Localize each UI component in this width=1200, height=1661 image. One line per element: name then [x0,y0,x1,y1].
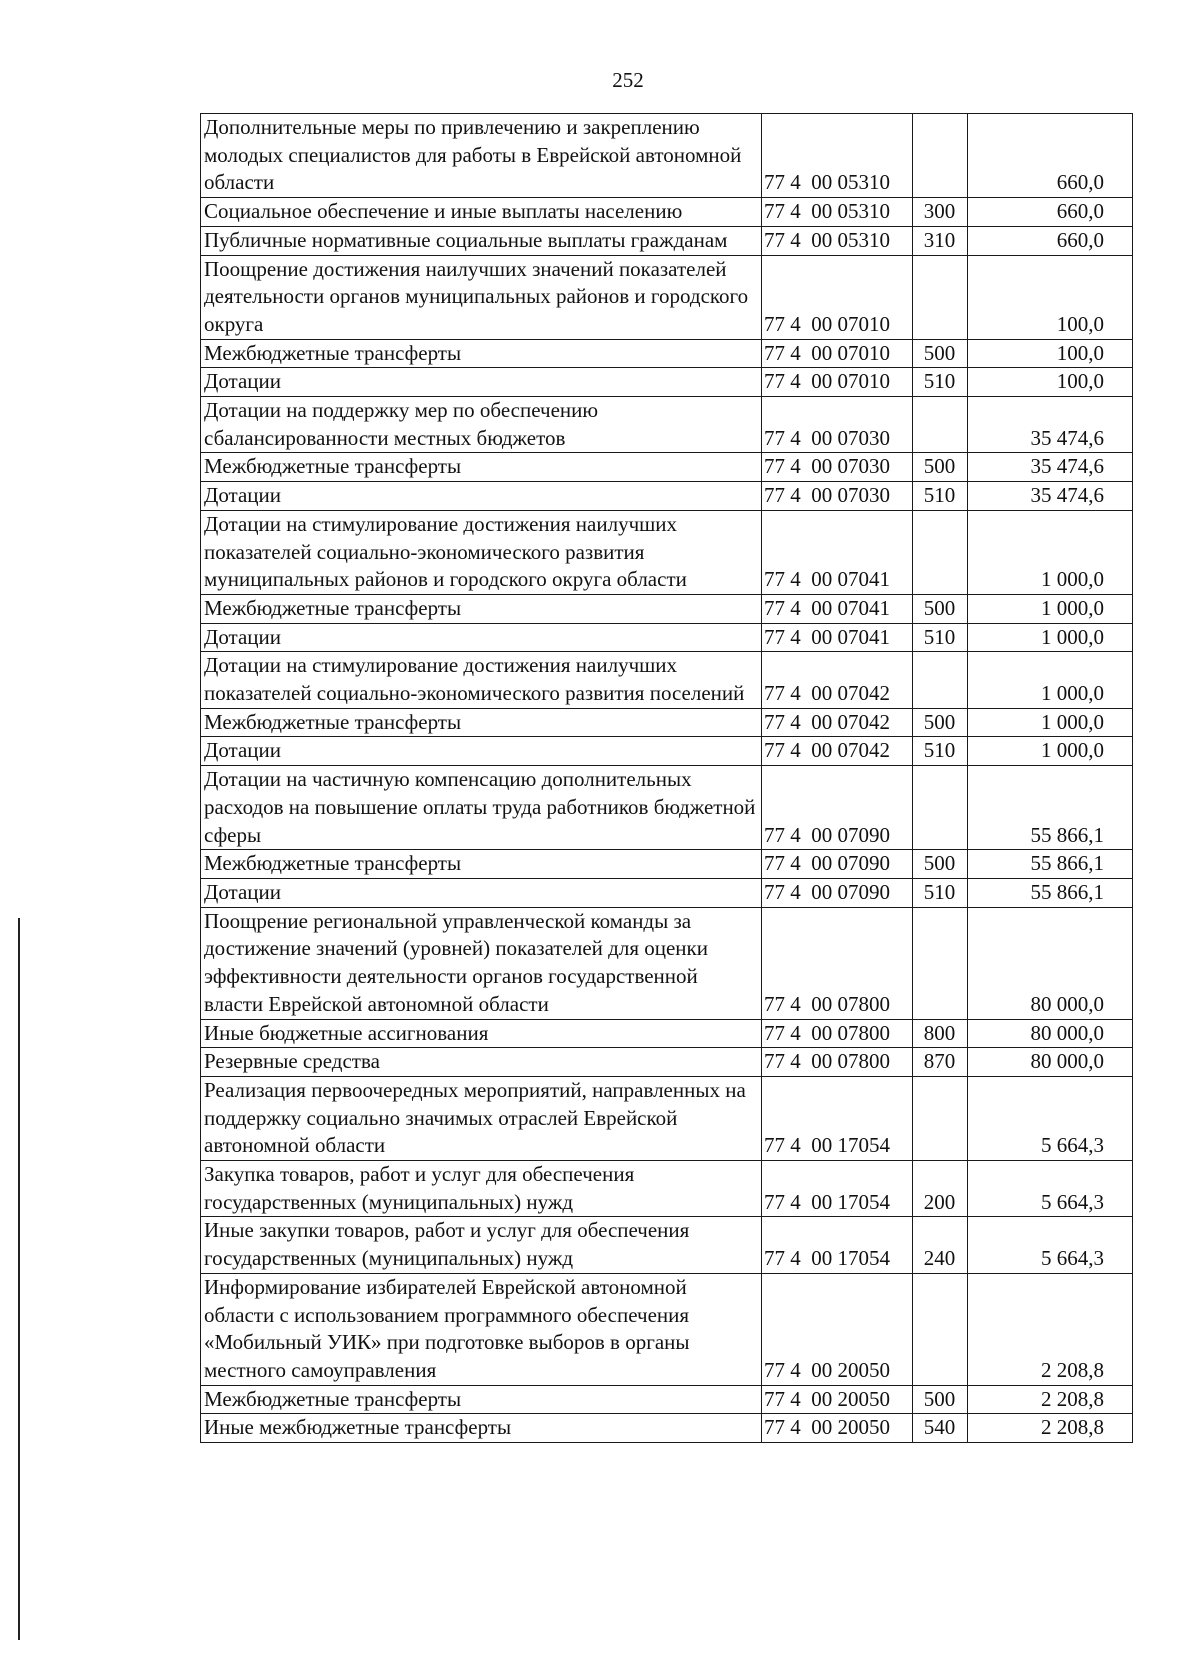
amount-cell: 660,0 [968,198,1133,227]
amount-cell: 55 866,1 [968,850,1133,879]
target-code-cell: 77 4 00 07042 [762,737,913,766]
margin-line [18,918,20,1640]
table-row [201,1385,1133,1414]
amount-cell: 2 208,8 [968,1385,1133,1414]
expense-name-cell: Дотации [201,623,762,652]
expense-type-cell [913,1273,968,1385]
table-row [201,766,1133,850]
expense-type-cell: 510 [913,737,968,766]
expense-type-cell: 310 [913,226,968,255]
target-code-cell: 77 4 00 20050 [762,1385,913,1414]
expense-name-cell: Дотации [201,737,762,766]
expense-name-cell: Резервные средства [201,1048,762,1077]
expense-name-cell: Публичные нормативные социальные выплаты гражданам [201,226,762,255]
amount-cell: 100,0 [968,368,1133,397]
expense-name-cell: Межбюджетные трансферты [201,1385,762,1414]
expense-name-cell: Межбюджетные трансферты [201,453,762,482]
expense-type-cell: 870 [913,1048,968,1077]
expense-type-cell: 800 [913,1019,968,1048]
amount-cell: 5 664,3 [968,1076,1133,1160]
amount-cell: 55 866,1 [968,878,1133,907]
expense-name-cell: Дотации на частичную компенсацию дополнительных расходов на повышение оплаты труда работников бюджетной сферы [201,766,762,850]
table-row [201,1048,1133,1077]
table-row [201,594,1133,623]
expense-type-cell [913,907,968,1019]
expense-type-cell: 510 [913,368,968,397]
expense-name-cell: Дотации на стимулирование достижения наилучших показателей социально-экономического развития поселений [201,652,762,708]
expense-type-cell: 200 [913,1161,968,1217]
table-row [201,1019,1133,1048]
expense-name-cell: Информирование избирателей Еврейской автономной области с использованием программного обеспечения «Мобильный УИК» при подготовке выборов в органы местного самоуправления [201,1273,762,1385]
expense-name-cell: Иные бюджетные ассигнования [201,1019,762,1048]
table-row [201,1414,1133,1443]
amount-cell: 660,0 [968,114,1133,198]
target-code-cell: 77 4 00 07030 [762,453,913,482]
amount-cell: 35 474,6 [968,482,1133,511]
expense-name-cell: Поощрение региональной управленческой команды за достижение значений (уровней) показателей для оценки эффективности деятельности органов государственной власти Еврейской автономной области [201,907,762,1019]
page-number: 252 [612,68,644,92]
budget-table [200,113,1133,1443]
expense-name-cell: Межбюджетные трансферты [201,339,762,368]
expense-type-cell: 500 [913,339,968,368]
expense-name-cell: Закупка товаров, работ и услуг для обеспечения государственных (муниципальных) нужд [201,1161,762,1217]
amount-cell: 35 474,6 [968,453,1133,482]
table-body [201,114,1133,1443]
expense-name-cell: Реализация первоочередных мероприятий, направленных на поддержку социально значимых отраслей Еврейской автономной области [201,1076,762,1160]
target-code-cell: 77 4 00 07042 [762,708,913,737]
expense-name-cell: Иные закупки товаров, работ и услуг для обеспечения государственных (муниципальных) нужд [201,1217,762,1273]
expense-name-cell: Социальное обеспечение и иные выплаты населению [201,198,762,227]
expense-type-cell [913,510,968,594]
expense-type-cell: 500 [913,850,968,879]
target-code-cell: 77 4 00 07800 [762,1019,913,1048]
target-code-cell: 77 4 00 07090 [762,878,913,907]
amount-cell: 1 000,0 [968,737,1133,766]
expense-type-cell [913,1076,968,1160]
table-row [201,878,1133,907]
target-code-cell: 77 4 00 05310 [762,198,913,227]
target-code-cell: 77 4 00 07090 [762,850,913,879]
amount-cell: 80 000,0 [968,907,1133,1019]
expense-name-cell: Межбюджетные трансферты [201,850,762,879]
expense-type-cell [913,766,968,850]
expense-name-cell: Дотации [201,482,762,511]
target-code-cell: 77 4 00 17054 [762,1217,913,1273]
target-code-cell: 77 4 00 07090 [762,766,913,850]
amount-cell: 100,0 [968,255,1133,339]
expense-type-cell: 500 [913,594,968,623]
amount-cell: 35 474,6 [968,397,1133,453]
table-row [201,397,1133,453]
expense-name-cell: Межбюджетные трансферты [201,708,762,737]
target-code-cell: 77 4 00 07010 [762,368,913,397]
target-code-cell: 77 4 00 07042 [762,652,913,708]
expense-type-cell: 510 [913,482,968,511]
expense-name-cell: Поощрение достижения наилучших значений показателей деятельности органов муниципальных районов и городского округа [201,255,762,339]
table-row [201,850,1133,879]
amount-cell: 80 000,0 [968,1019,1133,1048]
expense-name-cell: Дополнительные меры по привлечению и закреплению молодых специалистов для работы в Еврейской автономной области [201,114,762,198]
expense-type-cell [913,397,968,453]
target-code-cell: 77 4 00 07800 [762,1048,913,1077]
amount-cell: 5 664,3 [968,1217,1133,1273]
target-code-cell: 77 4 00 05310 [762,226,913,255]
expense-type-cell [913,114,968,198]
table-row [201,652,1133,708]
amount-cell: 1 000,0 [968,510,1133,594]
expense-type-cell: 500 [913,453,968,482]
amount-cell: 1 000,0 [968,708,1133,737]
table-row [201,510,1133,594]
table-row [201,1076,1133,1160]
expense-type-cell: 240 [913,1217,968,1273]
table-row [201,226,1133,255]
table-row [201,708,1133,737]
target-code-cell: 77 4 00 17054 [762,1161,913,1217]
expense-name-cell: Дотации [201,368,762,397]
amount-cell: 5 664,3 [968,1161,1133,1217]
expense-name-cell: Межбюджетные трансферты [201,594,762,623]
amount-cell: 2 208,8 [968,1414,1133,1443]
target-code-cell: 77 4 00 20050 [762,1273,913,1385]
target-code-cell: 77 4 00 07010 [762,339,913,368]
table-row [201,339,1133,368]
table-row [201,198,1133,227]
amount-cell: 2 208,8 [968,1273,1133,1385]
expense-name-cell: Дотации на поддержку мер по обеспечению сбалансированности местных бюджетов [201,397,762,453]
amount-cell: 1 000,0 [968,652,1133,708]
target-code-cell: 77 4 00 07030 [762,482,913,511]
table-row [201,453,1133,482]
expense-type-cell: 500 [913,708,968,737]
target-code-cell: 77 4 00 07041 [762,594,913,623]
expense-type-cell: 540 [913,1414,968,1443]
table-row [201,1217,1133,1273]
amount-cell: 1 000,0 [968,594,1133,623]
target-code-cell: 77 4 00 05310 [762,114,913,198]
expense-name-cell: Иные межбюджетные трансферты [201,1414,762,1443]
target-code-cell: 77 4 00 07041 [762,623,913,652]
expense-name-cell: Дотации [201,878,762,907]
target-code-cell: 77 4 00 07800 [762,907,913,1019]
table-row [201,368,1133,397]
amount-cell: 660,0 [968,226,1133,255]
expense-name-cell: Дотации на стимулирование достижения наилучших показателей социально-экономического развития муниципальных районов и городского округа области [201,510,762,594]
target-code-cell: 77 4 00 07030 [762,397,913,453]
target-code-cell: 77 4 00 07041 [762,510,913,594]
table-row [201,482,1133,511]
target-code-cell: 77 4 00 20050 [762,1414,913,1443]
table-row [201,907,1133,1019]
table-row [201,255,1133,339]
expense-type-cell: 510 [913,623,968,652]
table-row [201,1273,1133,1385]
expense-type-cell: 510 [913,878,968,907]
amount-cell: 100,0 [968,339,1133,368]
table-row [201,737,1133,766]
table-row [201,1161,1133,1217]
target-code-cell: 77 4 00 17054 [762,1076,913,1160]
target-code-cell: 77 4 00 07010 [762,255,913,339]
amount-cell: 55 866,1 [968,766,1133,850]
expense-type-cell: 300 [913,198,968,227]
expense-type-cell [913,255,968,339]
expense-type-cell [913,652,968,708]
table-row [201,114,1133,198]
table-row [201,623,1133,652]
amount-cell: 1 000,0 [968,623,1133,652]
expense-type-cell: 500 [913,1385,968,1414]
amount-cell: 80 000,0 [968,1048,1133,1077]
